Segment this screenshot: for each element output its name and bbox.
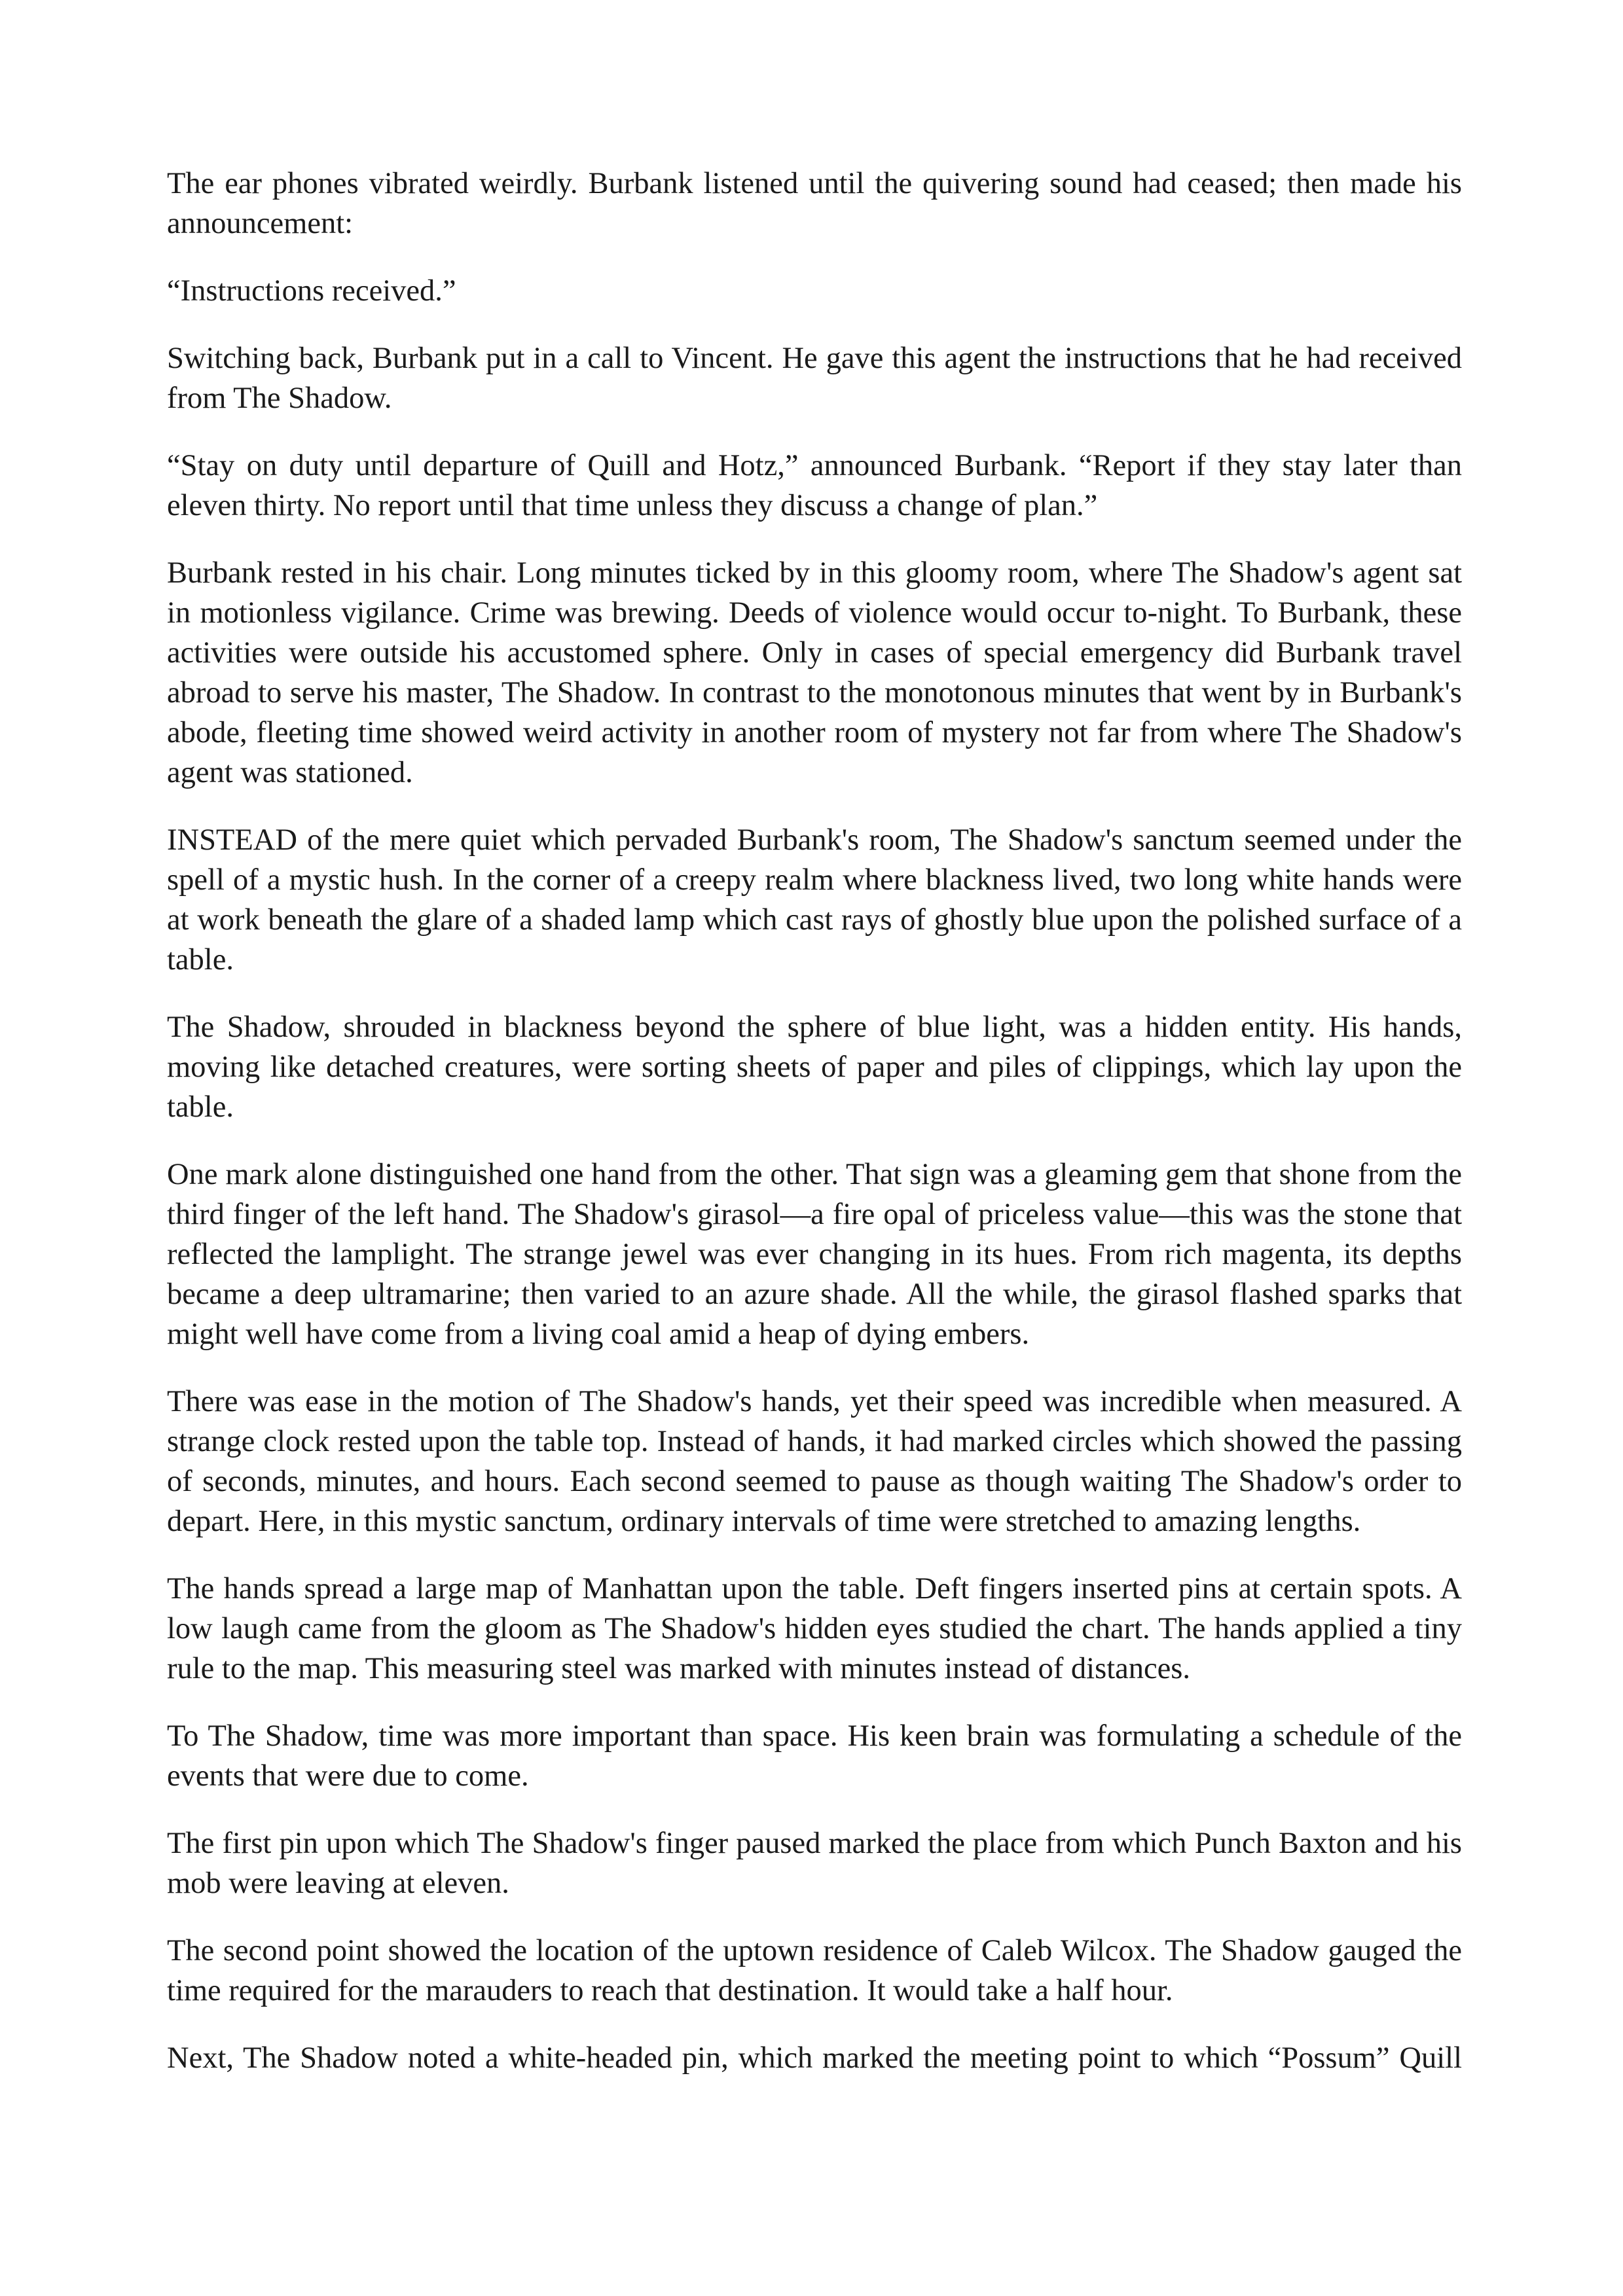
paragraph-2: “Instructions received.”	[167, 274, 456, 308]
paragraph-10: The hands spread a large map of Manhattan upon the table. Deft fingers inserted pins at certain spots. A low laugh came from the gloom as The Shadow's hidden eyes studied the chart. The hands applied a tiny rule to the map. This measuring steel was marked with minutes instead of distances.	[167, 1572, 1462, 1685]
paragraph-11: To The Shadow, time was more important than space. His keen brain was formulating a schedule of the events that were due to come.	[167, 1719, 1462, 1793]
paragraph-7: The Shadow, shrouded in blackness beyond the sphere of blue light, was a hidden entity. His hands, moving like detached creatures, were sorting sheets of paper and piles of clippings, which lay upon the table.	[167, 1011, 1462, 1124]
paragraph-12: The first pin upon which The Shadow's finger paused marked the place from which Punch Baxton and his mob were leaving at eleven.	[167, 1827, 1462, 1900]
paragraph-5: Burbank rested in his chair. Long minutes ticked by in this gloomy room, where The Shadow's agent sat in motionless vigilance. Crime was brewing. Deeds of violence would occur to-night. To Burbank, these activities were outside his accustomed sphere. Only in cases of special emergency did Burbank travel abroad to serve his master, The Shadow. In contrast to the monotonous minutes that went by in Burbank's abode, fleeting time showed weird activity in another room of mystery not far from where The Shadow's agent was stationed.	[167, 556, 1462, 789]
paragraph-3: Switching back, Burbank put in a call to Vincent. He gave this agent the instructions that he had received from The Shadow.	[167, 342, 1462, 415]
paragraph-8: One mark alone distinguished one hand from the other. That sign was a gleaming gem that shone from the third finger of the left hand. The Shadow's girasol—a fire opal of priceless value—this was the stone that reflected the lamplight. The strange jewel was ever changing in its hues. From rich magenta, its depths became a deep ultramarine; then varied to an azure shade. All the while, the girasol flashed sparks that might well have come from a living coal amid a heap of dying embers.	[167, 1158, 1462, 1351]
paragraph-14: Next, The Shadow noted a white-headed pin, which marked the meeting point to which “Possum” Quill	[167, 2041, 1462, 2075]
paragraph-1: The ear phones vibrated weirdly. Burbank listened until the quivering sound had ceased; then made his announcement:	[167, 167, 1462, 240]
paragraph-13: The second point showed the location of the uptown residence of Caleb Wilcox. The Shadow gauged the time required for the marauders to reach that destination. It would take a half hour.	[167, 1934, 1462, 2007]
body-text	[167, 164, 1462, 2078]
paragraph-9: There was ease in the motion of The Shadow's hands, yet their speed was incredible when measured. A strange clock rested upon the table top. Instead of hands, it had marked circles which showed the passing of seconds, minutes, and hours. Each second seemed to pause as though waiting The Shadow's order to depart. Here, in this mystic sanctum, ordinary intervals of time were stretched to amazing lengths.	[167, 1385, 1462, 1538]
paragraph-4: “Stay on duty until departure of Quill and Hotz,” announced Burbank. “Report if they stay later than eleven thirty. No report until that time unless they discuss a change of plan.”	[167, 449, 1462, 522]
paragraph-6: INSTEAD of the mere quiet which pervaded Burbank's room, The Shadow's sanctum seemed under the spell of a mystic hush. In the corner of a creepy realm where blackness lived, two long white hands were at work beneath the glare of a shaded lamp which cast rays of ghostly blue upon the polished surface of a table.	[167, 823, 1462, 977]
